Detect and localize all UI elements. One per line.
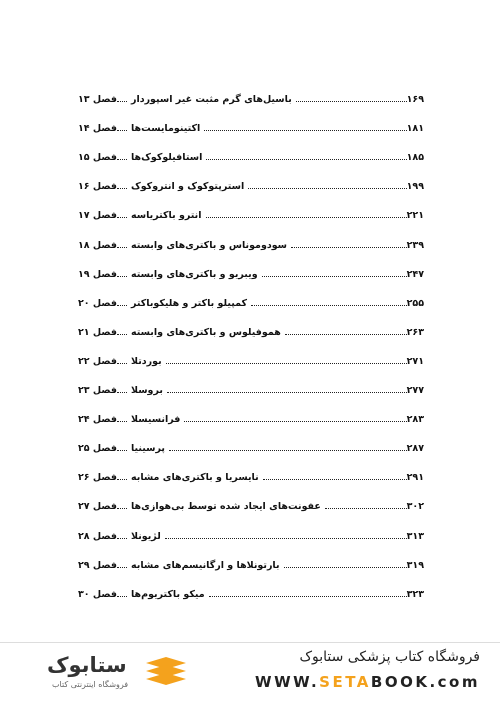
page-number: ۱۸۵	[406, 152, 424, 164]
toc-row	[74, 338, 428, 367]
page-number: ۳۰۲	[406, 501, 424, 513]
footer-banner	[0, 642, 500, 701]
book-stack-icon	[144, 657, 188, 691]
chapter-label: فصل ۲۵	[78, 443, 117, 455]
page-number: ۲۹۱	[406, 472, 424, 484]
page-number: ۲۴۷	[406, 268, 424, 280]
logo-text: ستابوک	[47, 653, 127, 677]
chapter-title: استافیلوکوک‌ها	[130, 152, 203, 164]
chapter-title: انترو باکتریاسه	[130, 210, 202, 222]
leader-dots	[117, 188, 127, 189]
toc-row	[74, 105, 428, 134]
url-accent: SETA	[319, 673, 371, 691]
setabook-logo[interactable]	[22, 653, 192, 693]
chapter-label: فصل ۲۷	[78, 501, 117, 513]
page-number: ۱۶۹	[406, 94, 424, 106]
chapter-label: فصل ۱۴	[78, 123, 117, 135]
store-name: فروشگاه کتاب پزشکی ستابوک	[299, 649, 480, 665]
chapter-label: فصل ۳۰	[78, 588, 117, 600]
chapter-title: سودوموناس و باکتری‌های وابسته	[130, 239, 288, 251]
chapter-label: فصل ۱۶	[78, 181, 117, 193]
leader-dots	[296, 101, 407, 102]
chapter-label: فصل ۱۹	[78, 268, 117, 280]
page-number: ۳۱۹	[406, 559, 424, 571]
leader-dots	[117, 508, 127, 509]
toc-row	[74, 396, 428, 425]
chapter-label: فصل ۱۵	[78, 152, 117, 164]
chapter-title: بوردتلا	[130, 355, 162, 367]
toc-row	[74, 309, 428, 338]
chapter-label: فصل ۲۲	[78, 355, 117, 367]
page-number: ۲۳۹	[406, 239, 424, 251]
page-number: ۲۸۷	[406, 443, 424, 455]
leader-dots	[206, 217, 407, 218]
chapter-label: فصل ۲۶	[78, 472, 117, 484]
page-number: ۲۵۵	[406, 297, 424, 309]
page-number: ۱۹۹	[406, 181, 424, 193]
leader-dots	[204, 130, 406, 131]
toc-row	[74, 192, 428, 221]
page-number: ۲۷۱	[406, 355, 424, 367]
leader-dots	[284, 567, 407, 568]
leader-dots	[117, 159, 127, 160]
toc-row	[74, 512, 428, 541]
toc-row	[74, 280, 428, 309]
chapter-label: فصل ۲۰	[78, 297, 117, 309]
leader-dots	[206, 159, 406, 160]
toc-row	[74, 483, 428, 512]
chapter-label: فصل ۲۸	[78, 530, 117, 542]
store-url[interactable]	[255, 673, 480, 691]
leader-dots	[209, 596, 407, 597]
chapter-title: میکو باکتریوم‌ها	[130, 588, 205, 600]
toc-row	[74, 571, 428, 600]
leader-dots	[285, 334, 407, 335]
url-prefix: WWW.	[255, 673, 320, 691]
chapter-label: فصل ۲۹	[78, 559, 117, 571]
leader-dots	[117, 596, 127, 597]
page-number: ۲۲۱	[406, 210, 424, 222]
leader-dots	[167, 392, 407, 393]
leader-dots	[165, 538, 407, 539]
chapter-title: بارتونلاها و ارگانیسم‌های مشابه	[130, 559, 280, 571]
page-number: ۲۷۷	[406, 385, 424, 397]
page-number: ۳۱۳	[406, 530, 424, 542]
chapter-title: نایسریا و باکتری‌های مشابه	[130, 472, 259, 484]
chapter-title: کمپیلو باکتر و هلیکوباکتر	[130, 297, 248, 309]
leader-dots	[117, 479, 127, 480]
page-number: ۲۸۳	[406, 414, 424, 426]
chapter-title: فرانسیسلا	[130, 414, 181, 426]
leader-dots	[291, 247, 407, 248]
chapter-title: باسیل‌های گرم مثبت غیر اسپوردار	[130, 94, 292, 106]
toc-row	[74, 454, 428, 483]
toc-row	[74, 134, 428, 163]
toc-row	[74, 163, 428, 192]
leader-dots	[117, 334, 127, 335]
leader-dots	[117, 392, 127, 393]
leader-dots	[117, 276, 127, 277]
chapter-title: عفونت‌های ایجاد شده توسط بی‌هوازی‌ها	[130, 501, 321, 513]
page-number: ۲۶۳	[406, 326, 424, 338]
leader-dots	[166, 363, 407, 364]
leader-dots	[262, 276, 407, 277]
chapter-label: فصل ۲۱	[78, 326, 117, 338]
leader-dots	[117, 130, 127, 131]
table-of-contents	[74, 76, 428, 600]
leader-dots	[263, 479, 407, 480]
chapter-title: ویبریو و باکتری‌های وابسته	[130, 268, 258, 280]
chapter-label: فصل ۲۴	[78, 414, 117, 426]
chapter-title: استرپتوکوک و انتروکوک	[130, 181, 245, 193]
chapter-label: فصل ۱۸	[78, 239, 117, 251]
chapter-title: اکتینومایست‌ها	[130, 123, 201, 135]
leader-dots	[169, 450, 407, 451]
leader-dots	[117, 450, 127, 451]
leader-dots	[117, 567, 127, 568]
page-number: ۳۲۳	[406, 588, 424, 600]
leader-dots	[117, 363, 127, 364]
leader-dots	[248, 188, 406, 189]
chapter-label: فصل ۱۷	[78, 210, 117, 222]
chapter-label: فصل ۲۳	[78, 385, 117, 397]
leader-dots	[117, 421, 127, 422]
toc-row	[74, 367, 428, 396]
toc-row	[74, 221, 428, 250]
toc-row	[74, 542, 428, 571]
url-suffix: BOOK.com	[370, 673, 480, 691]
leader-dots	[117, 247, 127, 248]
chapter-title: لژیونلا	[130, 530, 161, 542]
toc-row	[74, 251, 428, 280]
chapter-title: هموفیلوس و باکتری‌های وابسته	[130, 326, 281, 338]
toc-row	[74, 425, 428, 454]
chapter-title: پرسینیا	[130, 443, 166, 455]
chapter-label: فصل ۱۳	[78, 94, 117, 106]
chapter-title: بروسلا	[130, 385, 163, 397]
leader-dots	[117, 217, 127, 218]
page-number: ۱۸۱	[406, 123, 424, 135]
toc-row	[74, 76, 428, 105]
leader-dots	[251, 305, 407, 306]
logo-subtext: فروشگاه اینترنتی کتاب	[52, 680, 129, 689]
leader-dots	[184, 421, 406, 422]
leader-dots	[325, 508, 407, 509]
leader-dots	[117, 538, 127, 539]
leader-dots	[117, 101, 127, 102]
leader-dots	[117, 305, 127, 306]
